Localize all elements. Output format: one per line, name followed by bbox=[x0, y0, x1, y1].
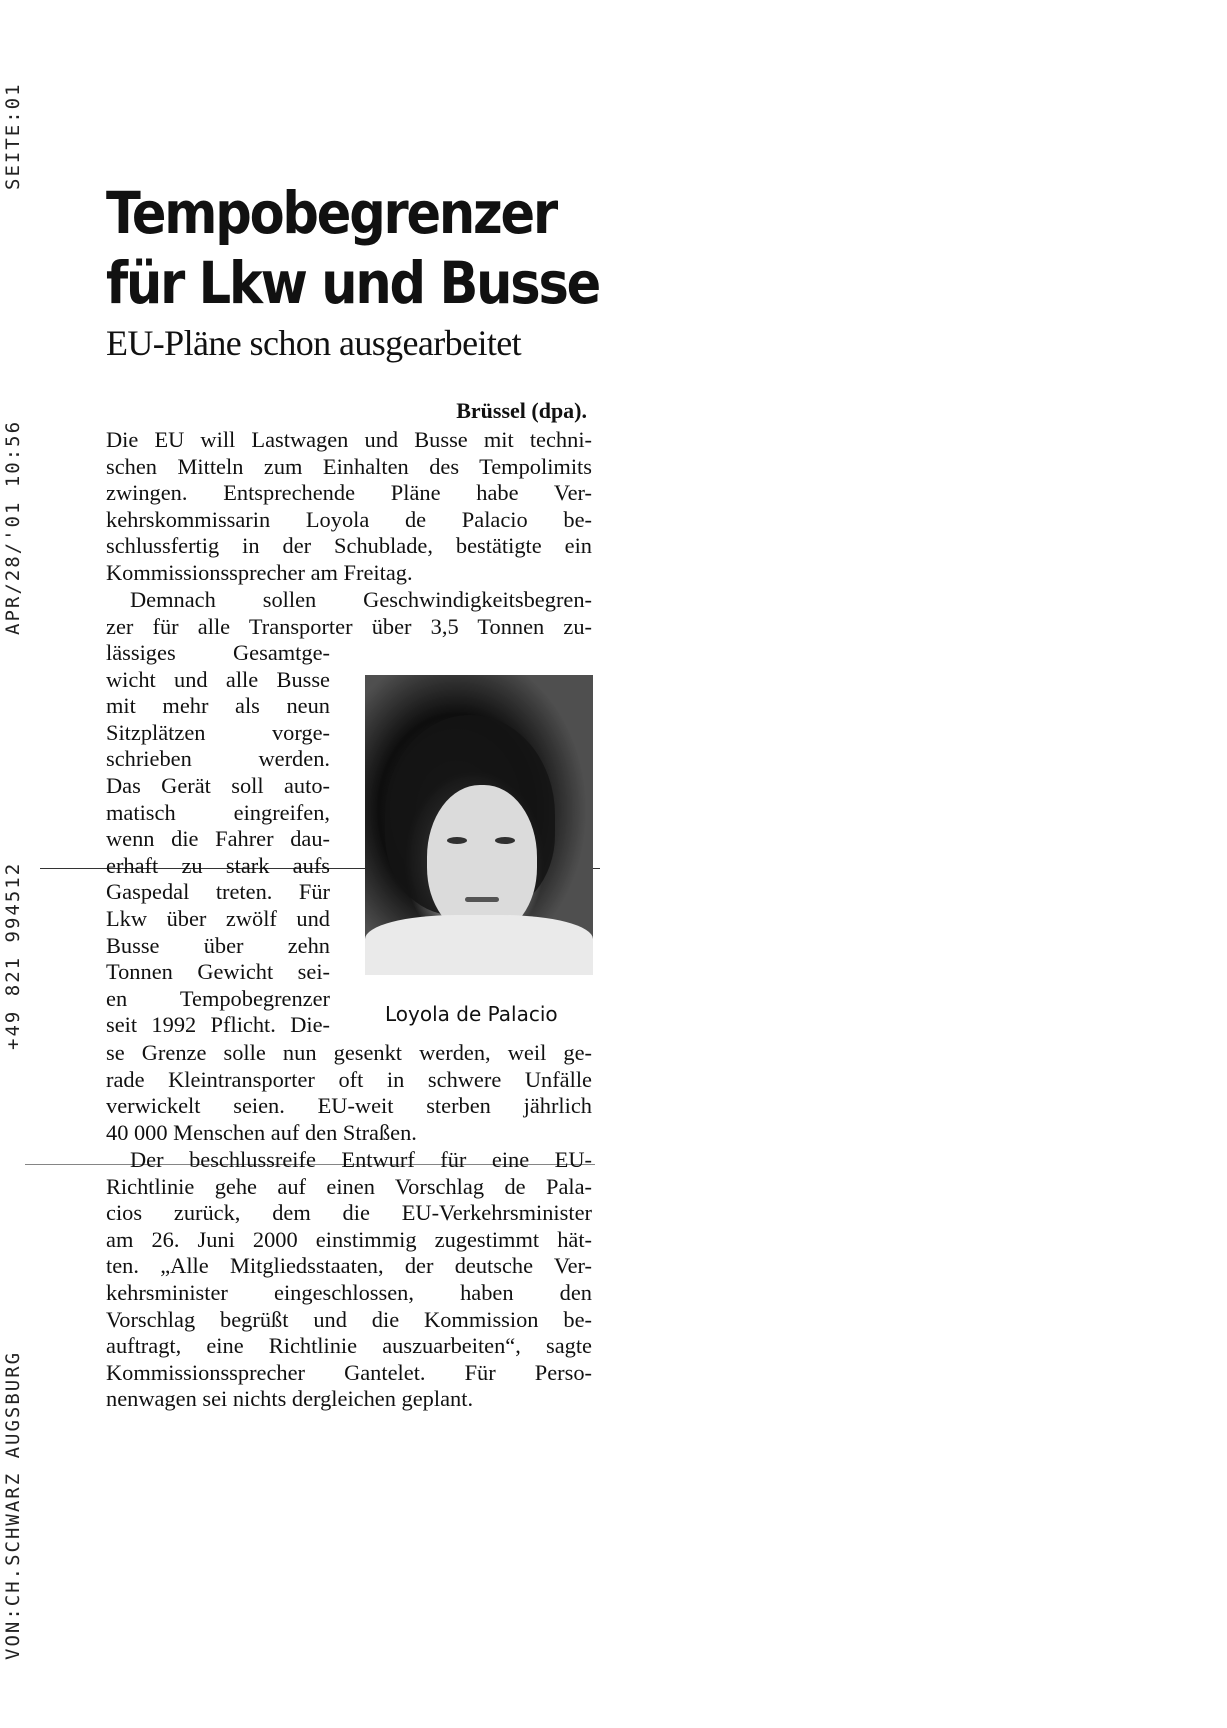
text-line: lässiges Gesamtge- bbox=[106, 640, 330, 665]
text-line: Demnach sollen Geschwindigkeitsbegren- bbox=[130, 587, 592, 612]
text-line: schrieben werden. bbox=[106, 746, 330, 772]
text-line: schen Mitteln zum Einhalten des Tempolimits bbox=[106, 453, 592, 479]
text-line: am 26. Juni 2000 einstimmig zugestimmt hät- bbox=[106, 1226, 592, 1252]
paragraph-2-start bbox=[106, 587, 592, 640]
text-line: erhaft zu stark aufs bbox=[106, 852, 330, 878]
text-line: nenwagen sei nichts dergleichen geplant. bbox=[106, 1386, 474, 1412]
subheadline: EU-Pläne schon ausgearbeitet bbox=[106, 323, 522, 363]
paragraph-2-end bbox=[106, 1040, 592, 1146]
text-line: zer für alle Transporter über 3,5 Tonnen zu- bbox=[106, 613, 592, 639]
text-line: ten. „Alle Mitgliedsstaaten, der deutsche Ver- bbox=[106, 1253, 592, 1279]
headline bbox=[106, 178, 599, 318]
text-line: kehrsminister eingeschlossen, haben den bbox=[106, 1279, 592, 1305]
text-line: kehrskommissarin Loyola de Palacio be- bbox=[106, 506, 592, 532]
headline-line-2: für Lkw und Busse bbox=[106, 249, 600, 317]
text-line: wicht und alle Busse bbox=[106, 666, 330, 692]
text-line: mit mehr als neun bbox=[106, 693, 330, 719]
fax-sender: VON:CH.SCHWARZ AUGSBURG bbox=[2, 1350, 24, 1660]
text-line: Kommissionssprecher Gantelet. Für Perso- bbox=[106, 1359, 592, 1385]
text-line: Sitzplätzen vorge- bbox=[106, 719, 330, 745]
photo-caption: Loyola de Palacio bbox=[385, 1002, 558, 1026]
photo-face bbox=[427, 785, 537, 935]
fax-page: SEITE:01 bbox=[2, 82, 24, 190]
text-line: Tonnen Gewicht sei- bbox=[106, 959, 330, 985]
dateline: Brüssel (dpa). bbox=[456, 398, 587, 423]
text-line: Die EU will Lastwagen und Busse mit techni- bbox=[106, 427, 592, 452]
paragraph-1 bbox=[106, 427, 592, 587]
text-line: cios zurück, dem die EU-Verkehrsminister bbox=[106, 1200, 592, 1226]
text-line: Der beschlussreife Entwurf für eine EU- bbox=[130, 1147, 592, 1172]
fax-datetime: APR/28/'01 10:56 bbox=[2, 419, 24, 635]
text-line: Lkw über zwölf und bbox=[106, 905, 330, 931]
text-line: seit 1992 Pflicht. Die- bbox=[106, 1012, 330, 1038]
text-line: zwingen. Entsprechende Pläne habe Ver- bbox=[106, 480, 592, 506]
text-line: wenn die Fahrer dau- bbox=[106, 826, 330, 852]
text-line: Das Gerät soll auto- bbox=[106, 772, 330, 798]
text-line: rade Kleintransporter oft in schwere Unfälle bbox=[106, 1066, 592, 1092]
text-line: auftragt, eine Richtlinie auszuarbeiten“, sagte bbox=[106, 1333, 592, 1359]
text-line: Richtlinie gehe auf einen Vorschlag de Pala- bbox=[106, 1173, 592, 1199]
photo-mouth bbox=[465, 897, 499, 902]
text-line: 40 000 Menschen auf den Straßen. bbox=[106, 1119, 417, 1145]
text-line: Busse über zehn bbox=[106, 932, 330, 958]
paragraph-3 bbox=[106, 1147, 592, 1413]
text-line: Kommissionssprecher am Freitag. bbox=[106, 559, 413, 585]
headline-line-1: Tempobegrenzer bbox=[106, 179, 556, 247]
portrait-photo bbox=[365, 675, 593, 975]
photo-eye-left bbox=[447, 837, 467, 844]
text-line: en Tempobegrenzer bbox=[106, 985, 330, 1011]
photo-eye-right bbox=[495, 837, 515, 844]
text-line: matisch eingreifen, bbox=[106, 799, 330, 825]
fax-header bbox=[2, 80, 28, 1700]
paragraph-2-narrow bbox=[106, 640, 330, 1039]
text-line: Gaspedal treten. Für bbox=[106, 879, 330, 905]
text-line: verwickelt seien. EU-weit sterben jährlich bbox=[106, 1093, 592, 1119]
text-line: se Grenze solle nun gesenkt werden, weil ge- bbox=[106, 1040, 592, 1065]
text-line: Vorschlag begrüßt und die Kommission be- bbox=[106, 1306, 592, 1332]
fax-phone: +49 821 994512 bbox=[2, 861, 24, 1050]
photo-shoulders bbox=[365, 915, 593, 975]
text-line: schlussfertig in der Schublade, bestätigte ein bbox=[106, 533, 592, 559]
